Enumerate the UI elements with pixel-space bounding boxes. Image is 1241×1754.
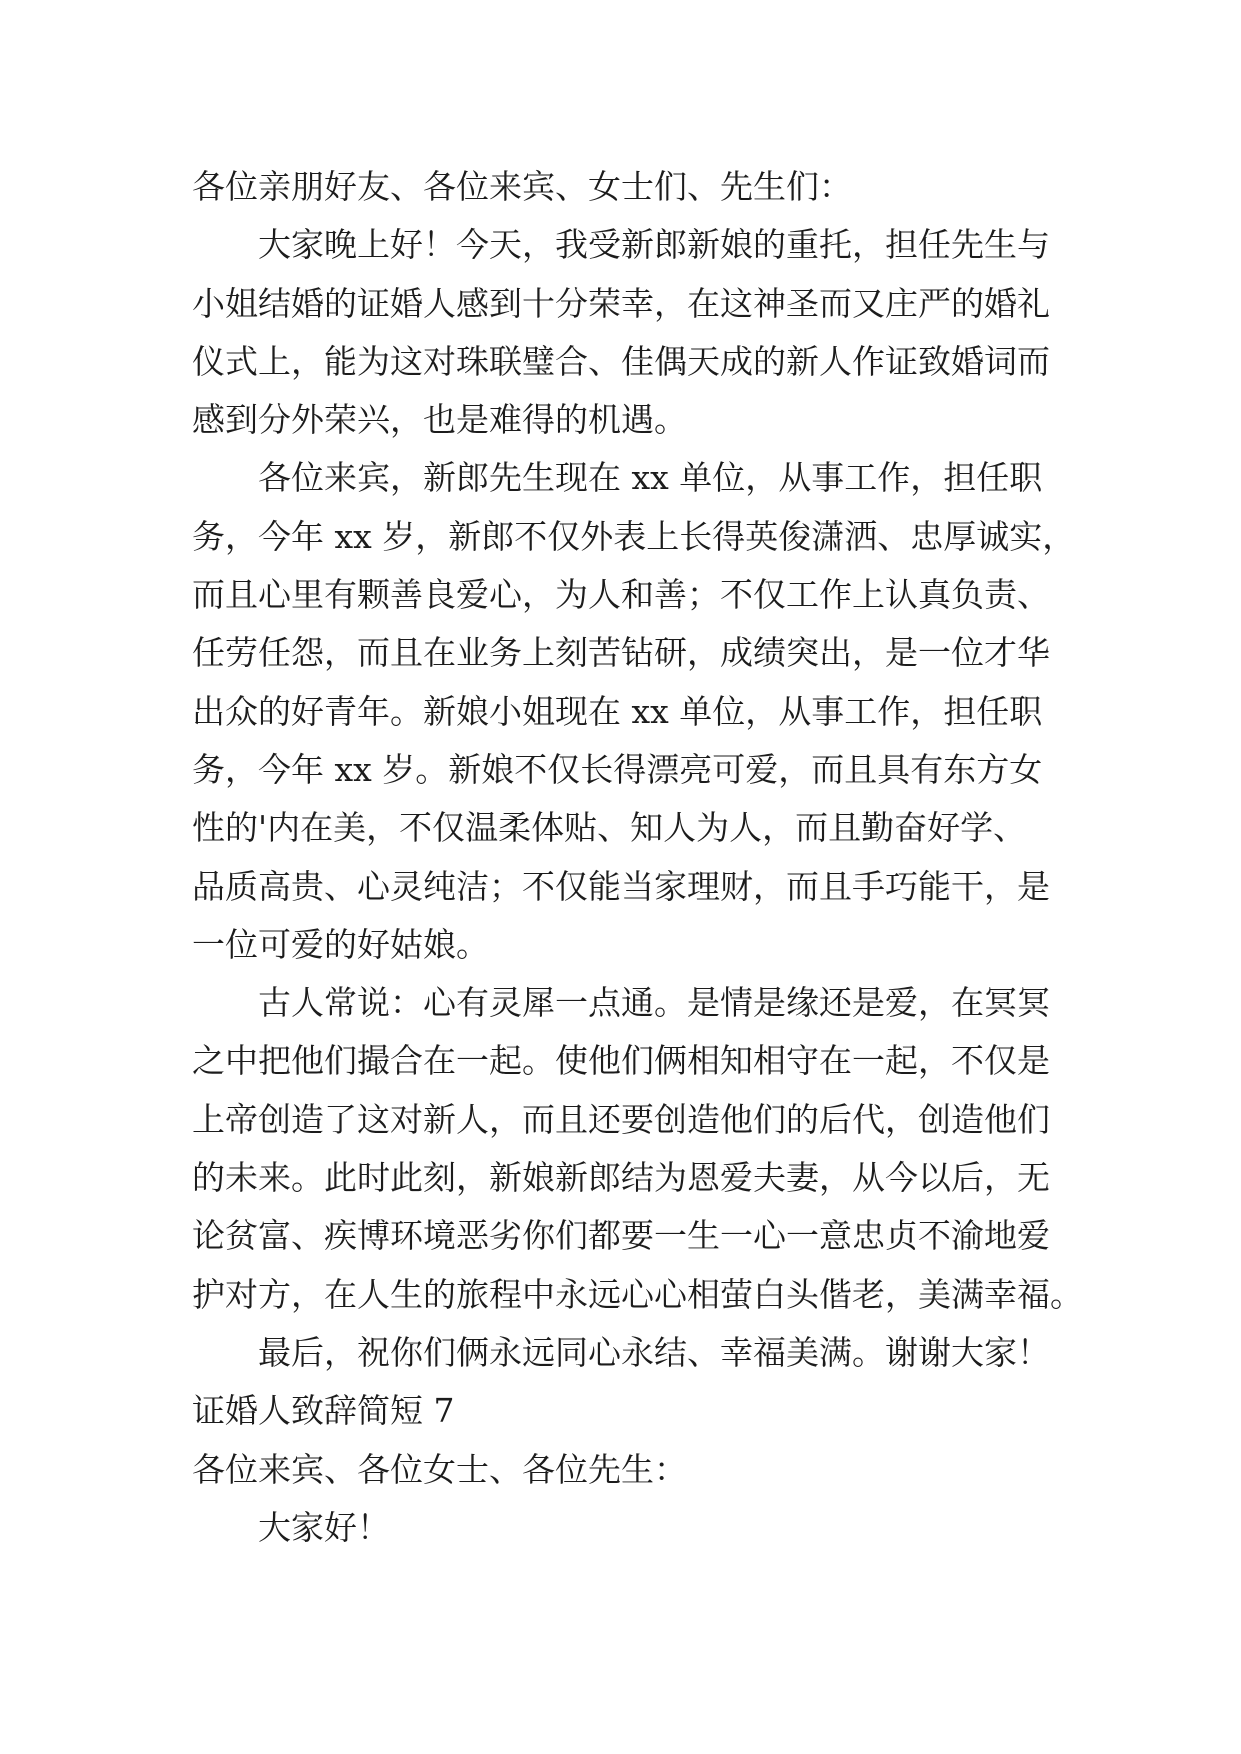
- text-line: 的未来。此时此刻，新娘新郎结为恩爱夫妻，从今以后，无: [192, 1158, 1050, 1198]
- text-line: 论贫富、疾博环境恶劣你们都要一生一心一意忠贞不渝地爱: [192, 1216, 1050, 1256]
- salutation: 各位亲朋好友、各位来宾、女士们、先生们：: [192, 167, 852, 206]
- text-line: 性的'内在美，不仅温柔体贴、知人为人，而且勤奋好学、: [192, 808, 1027, 848]
- paragraph: [192, 974, 1092, 1324]
- section-salutation: 各位来宾、各位女士、各位先生：: [192, 1449, 687, 1489]
- text-line: 古人常说：心有灵犀一点通。是情是缘还是爱，在冥冥: [258, 983, 1050, 1023]
- text-line: 感到分外荣兴，也是难得的机遇。: [192, 400, 687, 440]
- text-line: 大家好！: [258, 1507, 390, 1547]
- text-line: 之中把他们撮合在一起。使他们俩相知相守在一起，不仅是: [192, 1041, 1050, 1081]
- text-line: 务，今年 xx 岁。新娘不仅长得漂亮可爱，而且具有东方女: [192, 749, 1043, 789]
- paragraph: [192, 1324, 1092, 1382]
- text-line: 一位可爱的好姑娘。: [192, 924, 489, 964]
- text-line: 仪式上，能为这对珠联璧合、佳偶天成的新人作证致婚词而: [192, 341, 1050, 381]
- text-line: 任劳任怨，而且在业务上刻苦钻研，成绩突出，是一位才华: [192, 633, 1050, 673]
- text-line: 小姐结婚的证婚人感到十分荣幸，在这神圣而又庄严的婚礼: [192, 283, 1050, 323]
- paragraph: [192, 1499, 1092, 1557]
- paragraph: [192, 449, 1092, 974]
- section-heading: 证婚人致辞简短 7: [192, 1391, 455, 1431]
- paragraph: [192, 216, 1092, 449]
- text-line: 出众的好青年。新娘小姐现在 xx 单位，从事工作，担任职: [192, 691, 1043, 731]
- text-line: 大家晚上好！今天，我受新郎新娘的重托，担任先生与: [258, 225, 1050, 265]
- document-body: [192, 158, 1092, 1557]
- text-line: 最后，祝你们俩永远同心永结、幸福美满。谢谢大家！: [258, 1332, 1050, 1372]
- text-line: 务，今年 xx 岁，新郎不仅外表上长得英俊潇洒、忠厚诚实，: [192, 516, 1076, 556]
- text-line: 而且心里有颗善良爱心，为人和善；不仅工作上认真负责、: [192, 575, 1050, 615]
- text-line: 各位来宾，新郎先生现在 xx 单位，从事工作，担任职: [258, 458, 1043, 498]
- text-line: 上帝创造了这对新人，而且还要创造他们的后代，创造他们: [192, 1099, 1050, 1139]
- text-line: 品质高贵、心灵纯洁；不仅能当家理财，而且手巧能干，是: [192, 866, 1050, 906]
- text-line: 护对方，在人生的旅程中永远心心相萤白头偕老，美满幸福。: [192, 1274, 1083, 1314]
